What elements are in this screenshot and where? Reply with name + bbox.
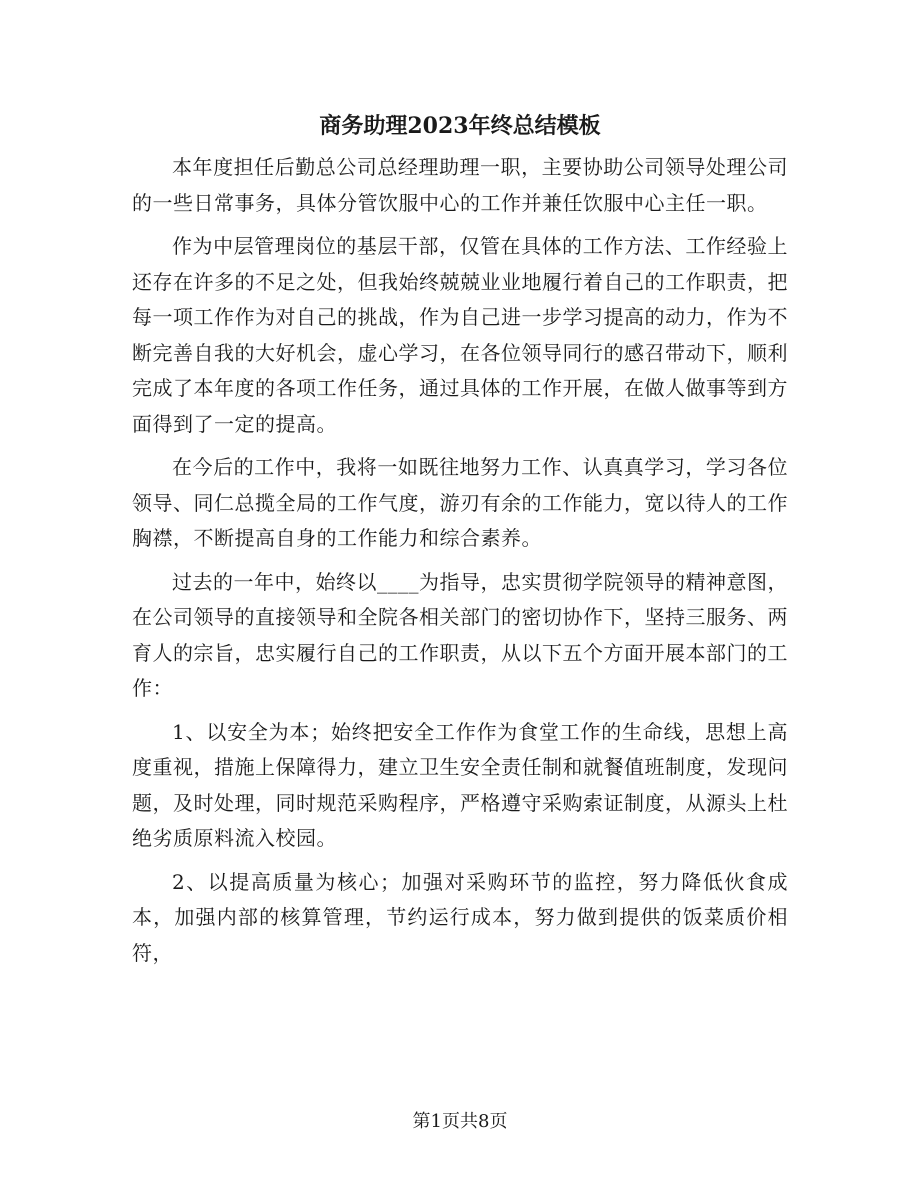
paragraph: 在今后的工作中，我将一如既往地努力工作、认真真学习，学习各位领导、同仁总揽全局的工作气度，游刃有余的工作能力，宽以待人的工作胸襟，不断提高自身的工作能力和综合素养。	[132, 455, 788, 550]
numbered-paragraph-1: 1、以安全为本；始终把安全工作作为食堂工作的生命线，思想上高度重视，措施上保障得力，建立卫生安全责任制和就餐值班制度，发现问题，及时处理，同时规范采购程序，严格遵守采购索证制度，从源头上杜绝劣质原料流入校园。	[132, 719, 788, 850]
numbered-paragraph-2: 2、以提高质量为核心；加强对采购环节的监控，努力降低伙食成本，加强内部的核算管理，节约运行成本，努力做到提供的饭菜质价相符，	[132, 869, 788, 965]
paragraph: 过去的一年中，始终以____为指导，忠实贯彻学院领导的精神意图，在公司领导的直接领导和全院各相关部门的密切协作下，坚持三服务、两育人的宗旨，忠实履行自己的工作职责，从以下五个方面开展本部门的工作：	[132, 569, 788, 700]
page-number: 第1页共8页	[412, 1111, 508, 1132]
page-title: 商务助理2023年终总结模板	[319, 113, 601, 139]
paragraph: 作为中层管理岗位的基层干部，仅管在具体的工作方法、工作经验上还存在许多的不足之处，但我始终兢兢业业地履行着自己的工作职责，把每一项工作作为对自己的挑战，作为自己进一步学习提高的动力，作为不断完善自我的大好机会，虚心学习，在各位领导同行的感召带动下，顺利完成了本年度的各项工作任务，通过具体的工作开展，在做人做事等到方面得到了一定的提高。	[132, 234, 788, 436]
document-body	[132, 150, 788, 979]
paragraph: 本年度担任后勤总公司总经理助理一职，主要协助公司领导处理公司的一些日常事务，具体分管饮服中心的工作并兼任饮服中心主任一职。	[132, 155, 788, 215]
